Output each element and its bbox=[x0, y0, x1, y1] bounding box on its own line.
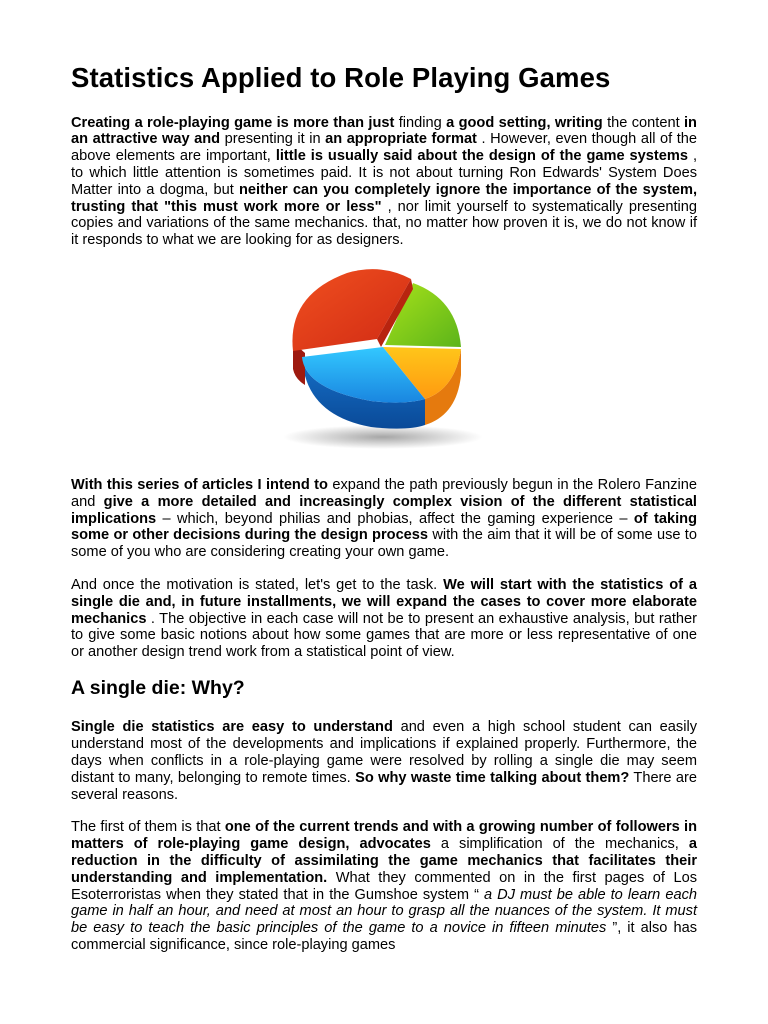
text-run: a simplification of the mechanics, bbox=[430, 836, 689, 853]
text-run: There are several reasons. bbox=[71, 769, 697, 803]
bold-text: Single die statistics are easy to understand bbox=[71, 719, 393, 736]
text-run: . The objective in each case will not be to present an exhaustive analysis, but rather to give some basic notions about how some games that are more or less representative of one or another design trend work from a statistical point of view. bbox=[71, 610, 697, 661]
text-run: and even a high school student can easily understand most of the developments and implications if explained properly. Furthermore, the days when conflicts in a role-playing game were resolved by rolling a single die may seem distant to many, belonging to remote times. bbox=[71, 719, 697, 786]
pie-illustration bbox=[71, 265, 697, 455]
italic-quote: a DJ must be able to learn each game in half an hour, and need at most an hour to grasp all the nuances of the system. It must be easy to teach the basic principles of the game to a novice in fifteen minutes bbox=[71, 886, 697, 937]
series-paragraph bbox=[71, 477, 697, 561]
text-run: presenting it in bbox=[220, 131, 326, 148]
pie-shadow bbox=[283, 425, 483, 449]
text-run: And once the motivation is stated, let's get to the task. bbox=[71, 576, 444, 593]
document-page bbox=[71, 62, 697, 970]
bold-text: of taking some or other decisions during the design process bbox=[71, 510, 697, 544]
bold-text: give a more detailed and increasingly complex vision of the different statistical implications bbox=[71, 493, 697, 527]
bold-text: So why waste time talking about them? bbox=[355, 769, 630, 786]
text-run: , nor limit yourself to systematically presenting copies and variations of the same mechanics. that, no matter how proven it is, we do not know if it responds to what we are looking for as designers. bbox=[71, 198, 697, 249]
text-run: – which, beyond philias and phobias, affect the gaming experience – bbox=[156, 510, 634, 527]
bold-text: neither can you completely ignore the importance of the system, trusting that "this must work more or less" bbox=[71, 181, 697, 215]
bold-text: We will start with the statistics of a single die and, in future installments, we will expand the cases to cover more elaborate mechanics bbox=[71, 576, 697, 627]
bold-text: With this series of articles I intend to bbox=[71, 477, 328, 493]
bold-text: a reduction in the difficulty of assimilating the game mechanics that facilitates their understanding and implementation. bbox=[71, 836, 698, 886]
text-run: What they commented on in the first pages of Los Esoterroristas when they stated that in the Gumshoe system “ bbox=[71, 869, 697, 903]
bold-text: little is usually said about the design of the game systems bbox=[275, 148, 688, 165]
bold-text: Creating a role-playing game is more than just bbox=[71, 114, 395, 131]
pie-chart-icon bbox=[275, 265, 495, 455]
text-run: with the aim that it will be of some use to some of you who are considering creating your own game. bbox=[71, 527, 697, 561]
section-heading: A single die: Why? bbox=[71, 676, 245, 699]
text-run: expand the path previously begun in the Rolero Fanzine and bbox=[71, 477, 697, 510]
bold-text: in an attractive way and bbox=[71, 114, 697, 148]
text-run: the content bbox=[602, 114, 684, 131]
text-run: ”, it also has commercial significance, since role-playing games bbox=[71, 920, 697, 953]
single-die-paragraph bbox=[71, 719, 697, 803]
text-run: . However, even though all of the above elements are important, bbox=[71, 131, 697, 165]
trend-paragraph bbox=[71, 819, 697, 953]
text-run: finding bbox=[394, 114, 447, 131]
intro-paragraph bbox=[71, 115, 697, 249]
bold-text: a good setting, writing bbox=[446, 114, 603, 131]
page-title: Statistics Applied to Role Playing Games bbox=[71, 62, 611, 93]
text-run: , to which little attention is sometimes paid. It is not about turning Ron Edwards' System Does Matter into a dogma, but bbox=[71, 148, 698, 198]
motivation-paragraph bbox=[71, 577, 697, 661]
bold-text: an appropriate format bbox=[325, 131, 477, 148]
text-run: The first of them is that bbox=[71, 819, 225, 836]
bold-text: one of the current trends and with a growing number of followers in matters of role-playing game design, advocates bbox=[71, 819, 698, 853]
